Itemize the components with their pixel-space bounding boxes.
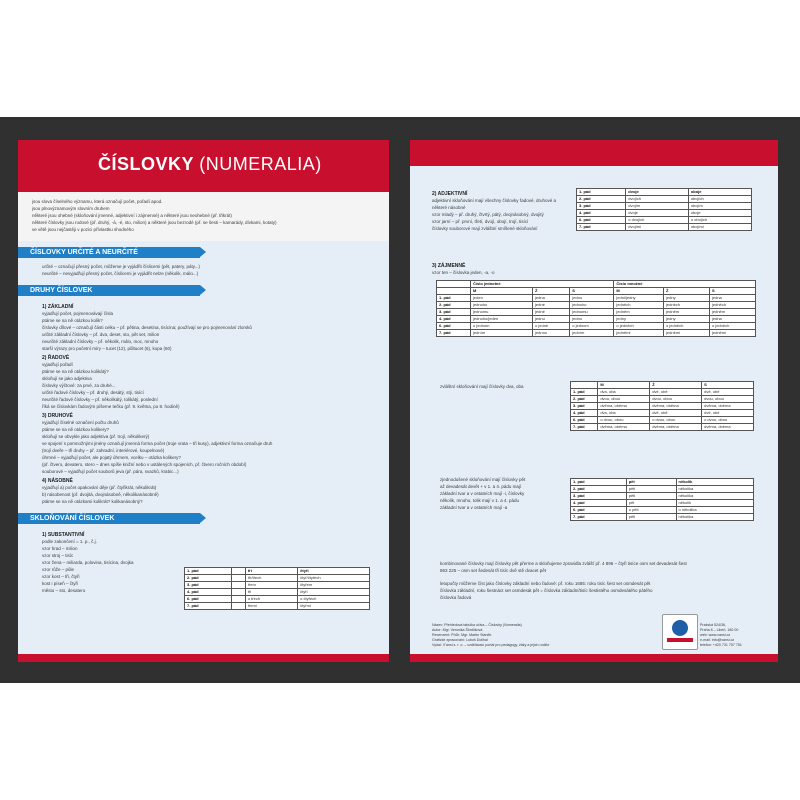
table-cell: 3. pád [185,582,232,589]
table-cell: jeden [471,295,533,302]
table-row [571,424,754,431]
info-line: Autor: Mgr. Veronika Škrdlíková [432,628,483,632]
text-line: vzor žena – miliarda, polovina, tisícina, dvojka [42,560,134,565]
table-cell: o jednom [570,323,614,330]
vansi-logo-icon [662,614,698,650]
table-cell [231,603,245,610]
section-heading: DRUHY ČÍSLOVEK [18,285,200,296]
text-line: (př. čtvero, devatero, stero – dnes spíše knižní nebo v ustálených spojeních, př. čtvero ročních období) [42,462,247,467]
table-cell: 3. pád [437,309,471,316]
table-cell: 4. pád [185,589,232,596]
contact-line: Pražská 524/36, [700,623,726,627]
subheading: 3) ZÁJMENNÉ [432,263,466,269]
info-line: Vydal: V'ansi s. r. o. – vzdělávací portál pro pedagogy, žáky a jejich rodiče [432,643,550,647]
subheading: 3) DRUHOVÉ [42,413,73,419]
text-line: (trojí dveře – tři druhy – př. zahradní, interiérové, koupelnové) [42,448,165,453]
text-line: vzor hrad – milion [42,546,78,551]
title-paren: (NUMERALIA) [199,154,322,174]
table-cell: 1. pád [571,389,598,396]
text-line: vyjadřují počet, pojmenovávají čísla [42,311,114,316]
table-cell: pět [626,500,676,507]
text-line: číslovky souborové mají zvláštní smíšené skloňování [432,226,538,231]
table-cell: 2. pád [577,196,626,203]
table-cell: jedné [533,309,570,316]
table-cell: 2. pád [571,396,598,403]
text-line: starší výrazy pro početní míry – tucet (12), půltucet (6), kopa (60) [42,346,172,351]
table-cell: několika [676,486,753,493]
text-line: říká se číslovkám řadovým píšeme tečku (př. 9. května, po 8. hodině) [42,404,180,409]
text-line: vyjadřují číselné označení počtu druhů [42,420,119,425]
pet-table [570,478,754,521]
table-cell: dvě, obě [702,389,754,396]
table-cell: o několika [676,507,753,514]
table-cell: dvojím [626,203,689,210]
table-cell [437,281,471,288]
right-sheet [410,140,778,662]
table-cell: jednoho/jeden [471,316,533,323]
table-cell: o čtyřech [298,596,370,603]
table-row [577,196,752,203]
table-cell: tři [245,568,297,575]
subheading: 1) ZÁKLADNÍ [42,304,74,310]
subheading: 1) SUBSTANTIVNÍ [42,532,85,538]
text-line: základní tvar a v ostatních mají -a [440,505,508,510]
text-line: vyjadřují pořadí [42,362,73,367]
table-cell: jedním [570,330,614,337]
table-cell: jednou [533,330,570,337]
table-cell: jedněmi [709,330,755,337]
text-line: ptáme se na ně otázkou kolikery? [42,427,110,432]
table-cell: 7. pád [185,603,232,610]
table-cell: o dvou, obou [702,417,754,424]
table-cell: dvoje [626,210,689,217]
table-cell: 7. pád [577,224,626,231]
table-cell: jedněmi [614,330,664,337]
table-cell: Ž [533,288,570,295]
table-cell: dvěma, oběma [650,424,702,431]
left-header [18,140,389,192]
text-line: adjektivní skloňování mají všechny číslovky řadové, druhové a některé násobné [432,198,557,210]
info-line: Recenzent: PhDr. Mgr. Martin Staněk [432,633,492,637]
table-row [571,479,754,486]
table-cell: o jedněch [709,323,755,330]
table-cell [231,575,245,582]
table-cell: o jednom [471,323,533,330]
table-cell: dvou, obou [650,396,702,403]
table-cell: jedněm [664,309,710,316]
contact-line: Praha 8 – Libeň, 180 00 [700,628,739,632]
table-cell: 6. pád [571,507,627,514]
intro-line: některé číslovky jsou rodové (př. druhý, -á, -é, sto, milion) a některé jsou bezrodé (př. se šesti – kamarády, dívkami, kotaty) [32,220,277,225]
table-cell: o pěti [626,507,676,514]
page-title [98,154,322,175]
table-row [571,410,754,417]
table-row [437,330,756,337]
table-cell: jedněmi [664,330,710,337]
table-cell: dvou, obou [702,396,754,403]
pet-block [440,476,580,511]
table-cell: o dvou, obou [650,417,702,424]
table-cell: jedním [471,330,533,337]
table-row [571,493,754,500]
table-cell: obojích [688,196,751,203]
intro-line: ve větě jsou nejčastěji v pozici přívlastku shodného [32,227,134,232]
text-line: číslovka řadová [440,595,472,600]
table-row [437,302,756,309]
table-cell: S [570,288,614,295]
text-line: neurčité – nevyjadřují přesný počet, číslicemi je vyjádřit nelze (několik, málo...) [42,271,199,276]
table-cell: o dvojích [626,217,689,224]
table-cell: pěti [626,486,676,493]
text-line: ptáme se na ně otázkou kolikátý? [42,369,109,374]
table-cell: dvěma, oběma [598,403,650,410]
contact-info [700,623,742,648]
table-cell [231,582,245,589]
table-cell: dvěma, oběma [598,424,650,431]
table-cell: 2. pád [185,575,232,582]
text-line: město – sto, desatero [42,588,86,593]
text-line: ptáme se na ně otázkami kolikrát? kolikanásobný? [42,499,143,504]
table-row [571,396,754,403]
table-cell: jednoho [471,302,533,309]
table-cell: 1. pád [577,189,626,196]
table-cell: jednomu [471,309,533,316]
table-row [437,288,756,295]
table-cell: 6. pád [437,323,471,330]
table-row [571,507,754,514]
table-row [577,224,752,231]
table-cell: 4. pád [437,316,471,323]
subheading: 2) ŘADOVÉ [42,355,70,361]
table-cell: 3. pád [571,403,598,410]
table-cell: 4. pád [577,210,626,217]
table-row [185,589,370,596]
table-cell: obojími [688,224,751,231]
table-cell: několik [676,500,753,507]
text-line: určité – označují přesný počet, můžeme je vyjádřit číslicemi (pět, patery, páty...) [42,264,200,269]
text-line: číslovky výčtové: za prvé, za druhé... [42,383,116,388]
intro-box [18,192,389,241]
text-line: vzor kost – tři, čtyři [42,574,80,579]
table-cell: jedna [709,316,755,323]
table-cell: jedni/jedny [614,295,664,302]
table-cell: jedněch [664,302,710,309]
table-cell: jedny [614,316,664,323]
table-cell: o třech [245,596,297,603]
left-sheet [18,140,389,662]
table-cell: pěti [626,514,676,521]
table-cell: 4. pád [571,410,598,417]
table-cell: o dvou, obou [598,417,650,424]
table-row [571,500,754,507]
contact-line: telefon: +420 731 757 751 [700,643,742,647]
text-line: základní tvar a v ostatních mají -i, číslovky [440,491,525,496]
section-heading: ČÍSLOVKY URČITÉ A NEURČITÉ [18,247,200,258]
table-cell: o jedněch [614,323,664,330]
table-cell: dvěma, oběma [650,403,702,410]
dva-table [570,381,754,431]
table-row [437,295,756,302]
table-cell: jednomu [570,309,614,316]
table-cell: několika [676,514,753,521]
table-row [571,514,754,521]
text-line: podle zakončení = 1. p., č.j. [42,539,97,544]
table-cell: oboje [688,210,751,217]
table-cell: jedněch [709,302,755,309]
table-cell: dvě, obě [650,410,702,417]
table-cell: jedněm [709,309,755,316]
text-line: ptáme se na ně otázkou kolik? [42,318,103,323]
table-cell: dvě, obě [702,410,754,417]
table-cell: 4. pád [571,500,627,507]
text-line: souborové – vyjadřují počet souborů jeva (př. pára, svazků, krabic...) [42,469,179,474]
table-row [577,217,752,224]
text-line: neurčité řadové číslovky – př. několikátý, tolikátý, poslední [42,397,158,402]
table-cell: 1. pád [437,295,471,302]
table-cell [231,589,245,596]
table-cell: dva, oba [598,389,650,396]
table-cell [437,288,471,295]
table-cell: dva, oba [598,410,650,417]
table-cell: třem [245,582,297,589]
dva-block [440,383,524,390]
text-line: vyjadřují a) počet opakování děje (př. čtyřikrát, několikrát) [42,485,157,490]
text-line: vzor jarní – př. první, třetí, dvojí, obojí, trojí, tisící [432,219,529,224]
table-cell: Ž [664,288,710,295]
table-cell: 1. pád [185,568,232,575]
text-line: skloňují se obvykle jako adjektiva (př. trojí, několikerý) [42,434,150,439]
table-cell [571,382,598,389]
table-cell: jedno [570,316,614,323]
text-line: zjednodušené skloňování mají číslovky pět [440,477,526,482]
title-main: ČÍSLOVKY [98,154,194,174]
text-line: kombinované číslovky mají číslovky pět přerme a skloňujeme zpravidla zvlášť př. 4 896 – čtyři tisíce osm set devadesát šest [440,561,687,566]
table-row [577,210,752,217]
table-cell: jedno [570,295,614,302]
table-cell: dvojími [626,224,689,231]
table-cell: čtyřem [298,582,370,589]
text-line: číslovky dílové – označují části celku – př. pětina, desetina, tisícina; používají se pro pojmenování zlomků [42,325,252,330]
table-cell: S [702,382,754,389]
table-cell: jedněm [614,309,664,316]
table-cell: jedny [664,295,710,302]
table-cell: jedna [533,295,570,302]
table-cell: Ž [650,382,702,389]
table-cell: 6. pád [577,217,626,224]
text-line: skloňují se jako adjektiva [42,376,92,381]
table-cell: 6. pád [185,596,232,603]
info-line: Grafické zpracování: Luboš Dolihal [432,638,488,642]
text-line: vzor stroj – tisíc [42,553,74,558]
table-cell: o jedněch [664,323,710,330]
contact-line: web: www.vansi.cz [700,633,731,637]
intro-line: jsou plnovýznamovým slovním druhem [32,206,110,211]
kombinovane-block [440,560,760,601]
table-cell: 7. pád [571,514,627,521]
table-cell: tří/třech [245,575,297,582]
table-cell: dvě, obě [650,389,702,396]
text-line: ve spojení s pomnožnými jmény označují jmenná forma počet (troje vrata – tři kusy), adjektivní forma označuje druh [42,441,273,446]
table-cell: Číslo množné [614,281,756,288]
table-cell: dvěma, oběma [702,403,754,410]
table-cell: jedna [709,295,755,302]
table-cell: Číslo jednotné [471,281,614,288]
text-line: vzor mladý – př. druhý, čtvrtý, pátý, dvojnásobný, dvojitý [432,212,544,217]
table-row [185,568,370,575]
contact-line: e-mail: info@vansi.cz [700,638,735,642]
table-cell: čtyřmi [298,603,370,610]
table-row [437,316,756,323]
table-row [185,596,370,603]
text-line: až devadesát devět + v 1. a 4. pádu mají [440,484,522,489]
table-cell: jedny [664,316,710,323]
table-cell: několik [676,479,753,486]
text-line: zvláštní skloňování mají číslovky dva, oba [440,384,524,389]
table-row [571,382,754,389]
table-cell: obojím [688,203,751,210]
table-cell: tři [245,589,297,596]
table-cell: jedné [533,302,570,309]
table-cell: 7. pád [437,330,471,337]
text-line: neurčité základní číslovky – př. několik, málo, moc, mnoho [42,339,159,344]
text-line: 863 225 – osm set šedesát tři tisíc dvě stě dvacet pět [440,568,547,573]
table-row [571,486,754,493]
info-line: Název: Přehledová tabulka učiva – Číslovky (Numeralia) [432,623,522,627]
table-cell: třemi [245,603,297,610]
right-footer-bar [410,654,778,662]
adj-table [576,188,752,231]
table-cell: několika [676,493,753,500]
text-line: několik, mnoho, tolik mají v 1. a 4. pádu [440,498,520,503]
sklonovani-table [184,567,370,610]
table-row [437,323,756,330]
table-cell: jednu [533,316,570,323]
section-heading: SKLOŇOVÁNÍ ČÍSLOVEK [18,513,200,524]
text-line: kost i píseň – čtyři [42,581,79,586]
intro-line: některé jsou ohebné (skloňování jmenné, adjektivní i zájmenné) a některé jsou neohebné (př. třikrát) [32,213,232,218]
subheading: 2) ADJEKTIVNÍ [432,191,468,197]
table-cell: o obojích [688,217,751,224]
table-cell: dvěma, oběma [702,424,754,431]
table-row [185,582,370,589]
table-cell: oboje [688,189,751,196]
table-row [577,189,752,196]
table-cell: jedněch [614,302,664,309]
text-line: číslovka základní, roku šestnáct set osmdesát pět = číslovka základní/tisíc šestistého osmdesátého pátého [440,588,653,593]
table-row [571,417,754,424]
zajmenne-block [432,260,495,276]
right-header [410,140,778,166]
table-cell: M [598,382,650,389]
table-cell: 3. pád [571,493,627,500]
table-cell: čtyři [298,568,370,575]
table-cell: pět [626,479,676,486]
table-cell: pěti [626,493,676,500]
zajmenne-table [436,280,756,337]
intro-line: jsou slova číselného významu, která označují počet, pořadí apod. [32,199,163,204]
table-cell: 2. pád [437,302,471,309]
table-cell: 1. pád [571,479,627,486]
text-line: určité řadové číslovky – př. druhý, desátý, stý, tisící [42,390,144,395]
text-line: vzor ten – číslovka jeden, -a, -o [432,270,495,275]
table-cell: dvoje [626,189,689,196]
table-row [577,203,752,210]
text-line: b) násobenost (př. dvojitá, dvojnásobně, několikanásobně) [42,492,159,497]
table-row [571,403,754,410]
left-footer-bar [18,654,389,662]
table-row [571,389,754,396]
table-cell [231,596,245,603]
adjektivni-block [432,188,572,232]
table-cell: 3. pád [577,203,626,210]
text-line: úhrnné – vyjadřují počet, ale pojatý úhrnem, vcelku – otázka kolikery? [42,455,181,460]
table-row [437,281,756,288]
table-cell: M [614,288,664,295]
table-cell [231,568,245,575]
table-row [185,603,370,610]
druhy-list [18,299,389,507]
table-cell: dvou, obou [598,396,650,403]
table-cell: 7. pád [571,424,598,431]
text-line: určité základní číslovky – př. dva, deset, sto, pět set, milion [42,332,160,337]
subheading: 4) NÁSOBNÉ [42,478,73,484]
text-line: vzor růže – půle [42,567,75,572]
table-cell: M [471,288,533,295]
table-cell: S [709,288,755,295]
table-cell: čtyř/čtyřech [298,575,370,582]
table-cell: čtyři [298,589,370,596]
table-cell: 2. pád [571,486,627,493]
table-row [185,575,370,582]
text-line: letopočty můžeme číst jako číslovky základní nebo řadové: př. roku 1685: roku tisíc šest set osmdesát pět [440,581,651,586]
table-row [437,309,756,316]
table-cell: 6. pád [571,417,598,424]
table-cell: o jedné [533,323,570,330]
table-cell: jednoho [570,302,614,309]
table-cell: dvojích [626,196,689,203]
